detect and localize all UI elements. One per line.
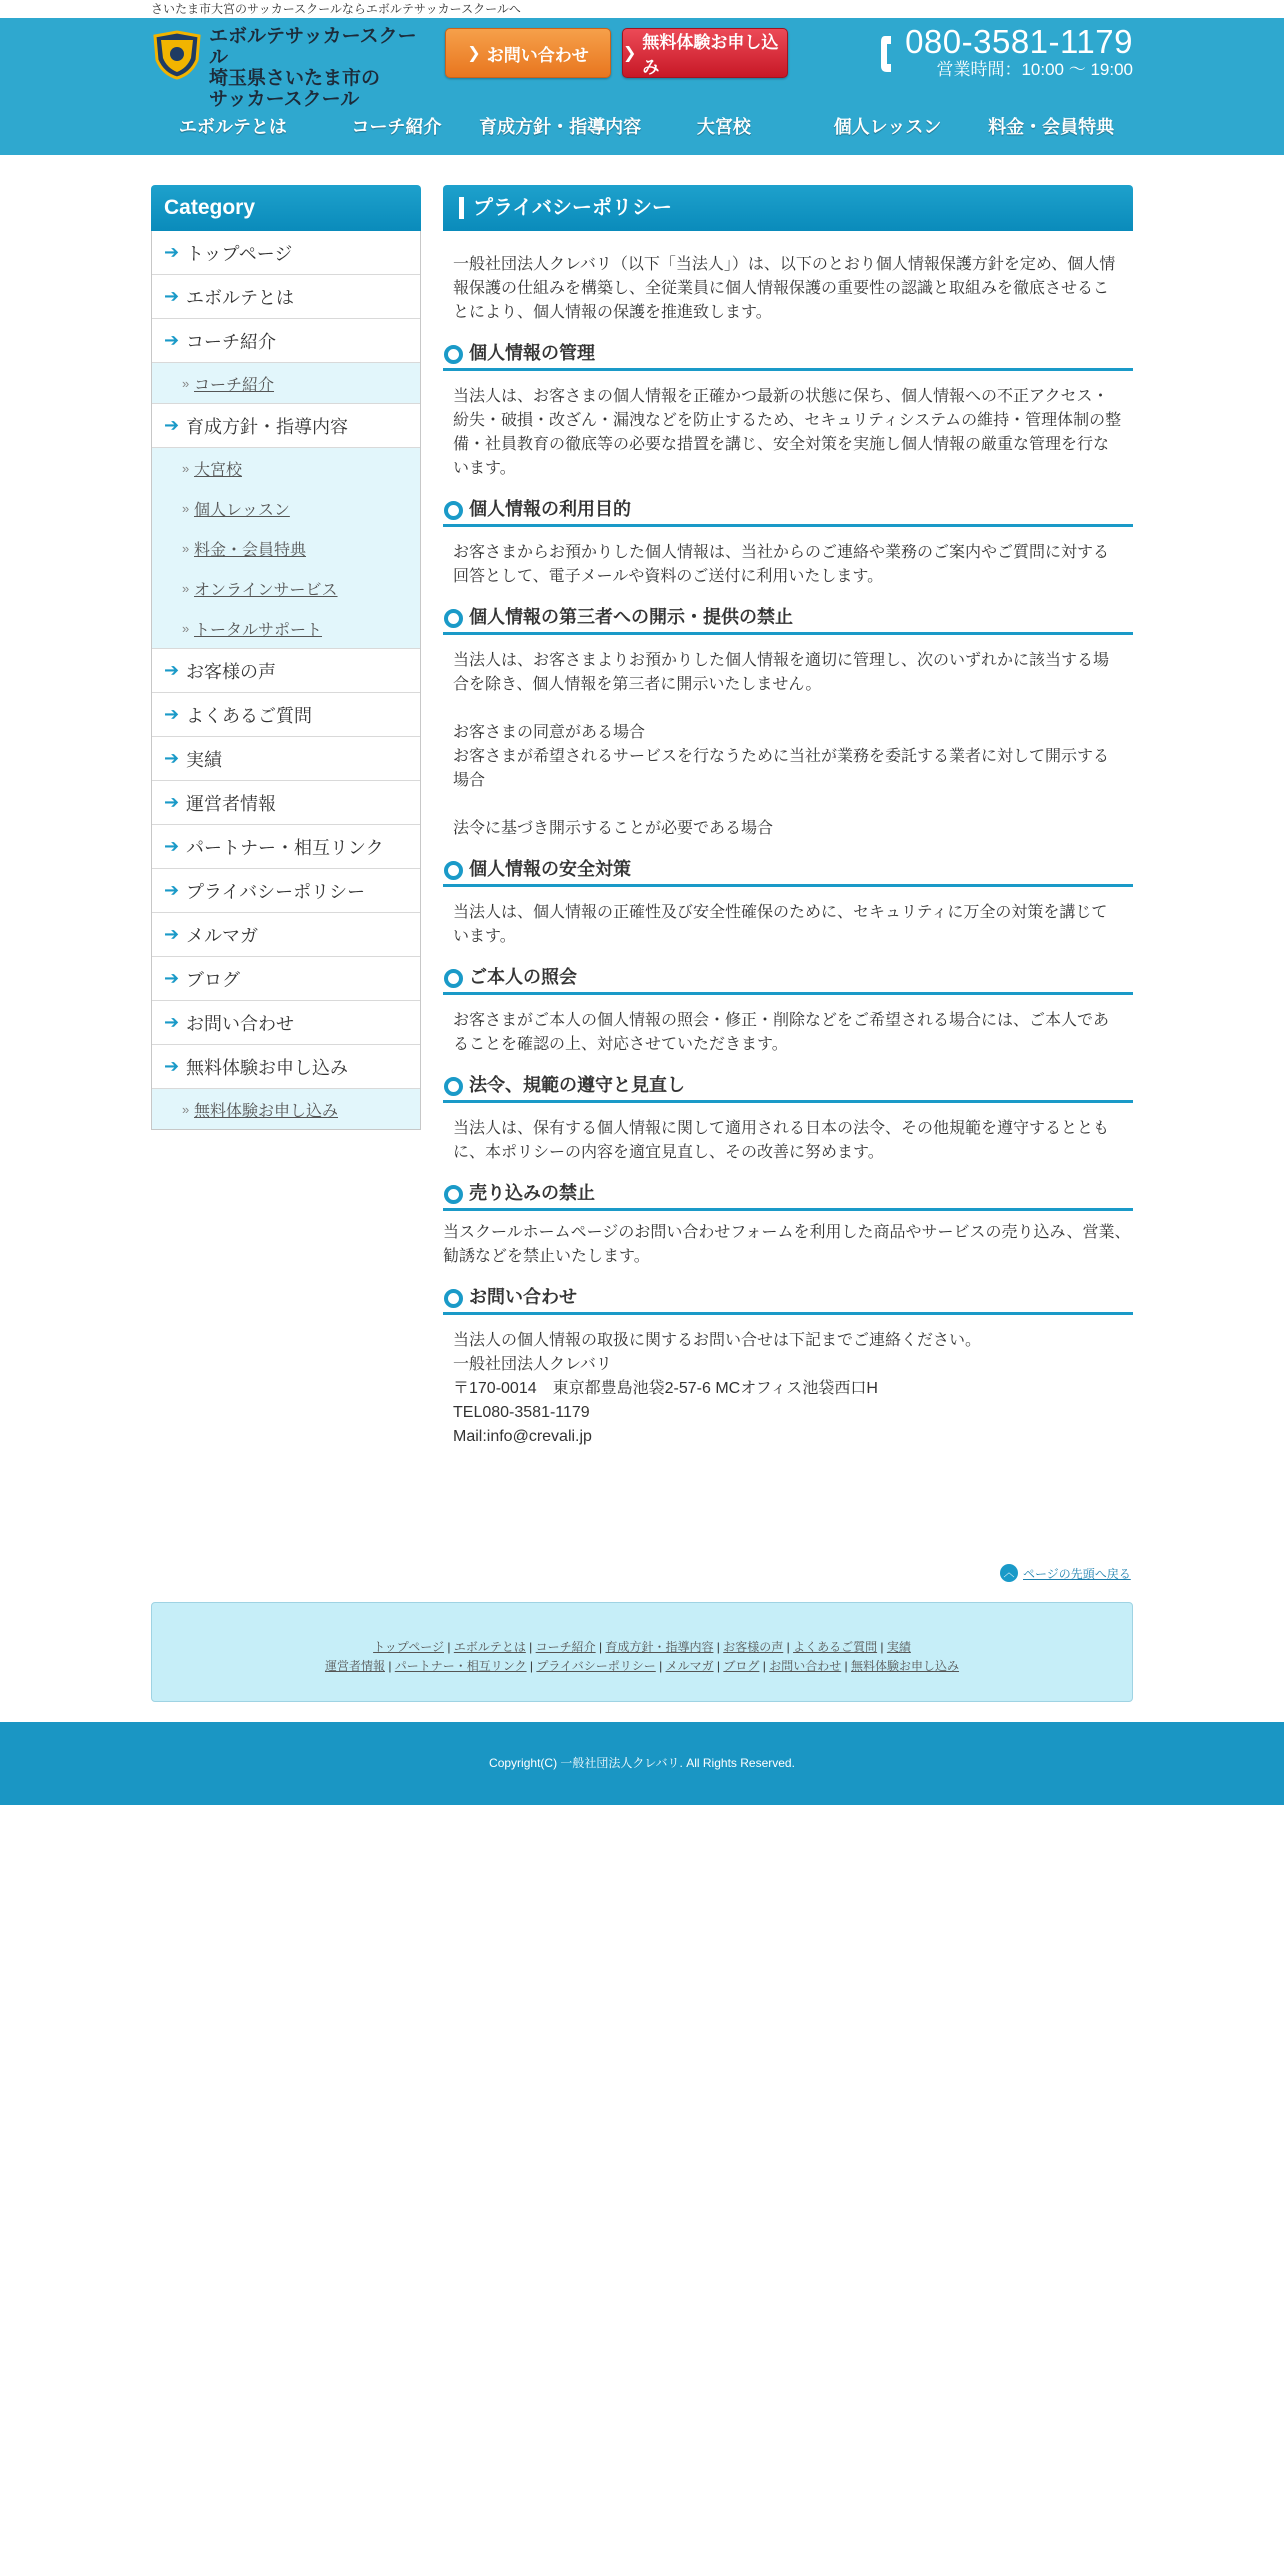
sidebar-subitem-online[interactable]	[152, 568, 420, 608]
logo-text	[209, 26, 431, 110]
nav-item-omiya[interactable]: 大宮校	[696, 117, 751, 137]
sidebar-item-label: コーチ紹介	[186, 331, 276, 352]
arrow-right-icon: ➔	[164, 968, 180, 988]
sidebar-sublink[interactable]: トータルサポート	[194, 621, 323, 639]
site-tagline: さいたま市大宮のサッカースクールならエボルテサッカースクールへ	[151, 2, 521, 16]
contact-button[interactable]	[445, 28, 611, 78]
arrow-right-icon: ➔	[164, 836, 180, 856]
sidebar-item-label: メルマガ	[186, 925, 258, 946]
sidebar-sublink[interactable]: 大宮校	[194, 461, 243, 479]
arrow-right-icon: ➔	[164, 1056, 180, 1076]
arrow-right-icon: ➔	[164, 286, 180, 306]
footer-link[interactable]: 無料体験お申し込み	[851, 1659, 960, 1673]
circle-bullet-icon	[444, 609, 463, 628]
footer-links-row: トップページ | エボルテとは | コーチ紹介 | 育成方針・指導内容 | お客様の声 | よくあるご質問 | 実績	[373, 1640, 911, 1654]
intro-text: 一般社団法人クレバリ（以下「当法人」）は、以下のとおり個人情報保護方針を定め、個人情報保護の仕組みを構築し、全従業員に個人情報保護の重要性の認識と取組みを徹底させることにより、個人情報の保護を推進致します。	[453, 256, 1116, 321]
footer-link[interactable]: 実績	[886, 1640, 911, 1654]
footer-link[interactable]: パートナー・相互リンク	[394, 1659, 527, 1673]
contact-org: 一般社団法人クレバリ	[453, 1356, 612, 1373]
sidebar-item-top[interactable]	[152, 231, 420, 275]
arrow-right-icon: ➔	[164, 330, 180, 350]
section-body: 当法人は、保有する個人情報に関して適用される日本の法令、その他規範を遵守するとともに、本ポリシーの内容を適宜見直し、その改善に努めます。	[453, 1120, 1110, 1161]
circle-bullet-icon	[444, 969, 463, 988]
sidebar-item-label: エボルテとは	[186, 287, 294, 308]
section-body: お客さまがご本人の個人情報の照会・修正・削除などをご希望される場合には、ご本人であることを確認の上、対応させていただきます。	[453, 1012, 1110, 1053]
nav-item-coach[interactable]: コーチ紹介	[351, 117, 442, 137]
section-body: お客さまからお預かりした個人情報は、当社からのご連絡や業務のご案内やご質問に対する回答として、電子メールや資料のご送付に利用いたします。	[453, 544, 1110, 585]
phone-number[interactable]: 080-3581-1179	[905, 23, 1133, 60]
logo-line-2: 埼玉県さいたま市の	[209, 67, 381, 89]
sidebar-item-results[interactable]	[152, 737, 420, 781]
footer-link[interactable]: お客様の声	[723, 1640, 784, 1654]
section-heading	[443, 855, 1133, 887]
nav-item-about[interactable]: エボルテとは	[178, 117, 287, 137]
circle-bullet-icon	[444, 501, 463, 520]
sidebar-item-label: お問い合わせ	[186, 1013, 294, 1034]
section-title: お問い合わせ	[469, 1287, 577, 1307]
sidebar-item-coach[interactable]	[152, 319, 420, 363]
footer-link[interactable]: トップページ	[373, 1640, 445, 1654]
sidebar-item-partner[interactable]	[152, 825, 420, 869]
contact-button-label: お問い合わせ	[486, 45, 589, 65]
sidebar-item-label: よくあるご質問	[186, 705, 312, 726]
section-title: ご本人の照会	[469, 967, 577, 987]
sidebar-subitem-omiya[interactable]	[152, 448, 420, 488]
section-body: 当スクールホームページのお問い合わせフォームを利用した商品やサービスの売り込み、営業、勧誘などを禁止いたします。	[443, 1224, 1131, 1265]
logo-line-3: サッカースクール	[209, 88, 360, 110]
sidebar-sublink[interactable]: 無料体験お申し込み	[194, 1102, 339, 1120]
sidebar-sublink[interactable]: オンラインサービス	[194, 581, 338, 599]
arrow-right-icon: ➔	[164, 792, 180, 812]
section-body: 当法人は、お客さまよりお預かりした個人情報を適切に管理し、次のいずれかに該当する場合を除き、個人情報を第三者に開示いたしません。	[453, 652, 1110, 693]
free-trial-button[interactable]	[622, 28, 788, 78]
sidebar-item-label: 育成方針・指導内容	[186, 416, 348, 437]
business-hours: 営業時間：10:00 〜 19:00	[936, 60, 1133, 79]
footer-links-row: 運営者情報 | パートナー・相互リンク | プライバシーポリシー | メルマガ | ブログ | お問い合わせ | 無料体験お申し込み	[324, 1659, 960, 1673]
section-title: 個人情報の第三者への開示・提供の禁止	[469, 607, 793, 627]
contact-tel: TEL080-3581-1179	[453, 1404, 590, 1421]
chevron-right-icon: ❯	[623, 45, 637, 62]
arrow-right-icon: ➔	[164, 1012, 180, 1032]
footer-link[interactable]: ブログ	[723, 1659, 760, 1673]
sidebar-subitem-coach[interactable]	[152, 363, 420, 403]
arrow-right-icon: ➔	[164, 415, 180, 435]
footer-link[interactable]: 運営者情報	[324, 1659, 385, 1673]
main-content	[443, 185, 1133, 1449]
chevron-up-icon: ︿	[1000, 1564, 1018, 1582]
sidebar-sublink[interactable]: 料金・会員特典	[194, 541, 307, 559]
sidebar-list	[151, 231, 421, 1130]
sidebar-sub-policy	[152, 448, 420, 649]
sidebar-item-contact[interactable]	[152, 1001, 420, 1045]
bullet-icon: »	[182, 460, 190, 476]
circle-bullet-icon	[444, 861, 463, 880]
arrow-right-icon: ➔	[164, 660, 180, 680]
bullet-icon: »	[182, 500, 190, 516]
sidebar-subitem-price[interactable]	[152, 528, 420, 568]
section-title: 個人情報の利用目的	[469, 499, 631, 519]
site-header	[0, 18, 1284, 155]
bullet-icon: »	[182, 1101, 190, 1117]
sidebar-item-label: トップページ	[186, 243, 293, 264]
sidebar-item-policy[interactable]	[152, 404, 420, 448]
nav-item-lesson[interactable]: 個人レッスン	[833, 117, 942, 137]
sidebar-title: Category	[151, 185, 421, 231]
sidebar-item-label: お客様の声	[186, 661, 276, 682]
sidebar-sub-trial	[152, 1089, 420, 1129]
sidebar-sublink[interactable]: コーチ紹介	[194, 376, 275, 394]
bullet-icon: »	[182, 620, 190, 636]
sidebar-sublink[interactable]: 個人レッスン	[194, 501, 290, 519]
nav-item-policy[interactable]: 育成方針・指導内容	[479, 117, 642, 137]
section-heading	[443, 1179, 1133, 1211]
sidebar-item-label: 実績	[186, 749, 222, 770]
footer-link[interactable]: メルマガ	[665, 1659, 714, 1673]
sidebar-item-label: ブログ	[186, 969, 240, 990]
section-heading	[443, 495, 1133, 527]
arrow-right-icon: ➔	[164, 748, 180, 768]
sidebar-item-trial[interactable]	[152, 1045, 420, 1089]
section-title: 法令、規範の遵守と見直し	[469, 1075, 685, 1095]
footer-link[interactable]: お問い合わせ	[769, 1659, 842, 1673]
sidebar-item-mailmag[interactable]	[152, 913, 420, 957]
phone-icon	[879, 34, 899, 74]
copyright-text: Copyright(C) 一般社団法人クレバリ. All Rights Reserved.	[489, 1756, 795, 1770]
chevron-right-icon: ❯	[467, 45, 481, 62]
sidebar-item-voice[interactable]	[152, 649, 420, 693]
sidebar-item-privacy[interactable]	[152, 869, 420, 913]
arrow-right-icon: ➔	[164, 242, 180, 262]
footer-link[interactable]: よくあるご質問	[793, 1640, 878, 1654]
footer-links	[151, 1602, 1133, 1702]
section-body: 当法人は、個人情報の正確性及び安全性確保のために、セキュリティに万全の対策を講じています。	[453, 904, 1108, 945]
footer-link[interactable]: プライバシーポリシー	[536, 1659, 656, 1673]
free-trial-button-label: 無料体験お申し込み	[642, 33, 779, 77]
section-heading	[443, 1283, 1133, 1315]
sidebar-subitem-support[interactable]	[152, 608, 420, 648]
section-heading	[443, 339, 1133, 371]
section-case: 法令に基づき開示することが必要である場合	[453, 820, 774, 837]
contact-line: 当法人の個人情報の取扱に関するお問い合せは下記までご連絡ください。	[453, 1332, 982, 1349]
sidebar-sub-coach	[152, 363, 420, 404]
footer-link[interactable]: コーチ紹介	[535, 1640, 596, 1654]
sidebar-item-about[interactable]	[152, 275, 420, 319]
site-logo[interactable]	[151, 25, 431, 110]
page-top-link[interactable]	[1000, 1562, 1133, 1584]
section-heading	[443, 963, 1133, 995]
circle-bullet-icon	[444, 1077, 463, 1096]
sidebar-subitem-lesson[interactable]	[152, 488, 420, 528]
section-heading	[443, 603, 1133, 635]
circle-bullet-icon	[444, 345, 463, 364]
sidebar-item-blog[interactable]	[152, 957, 420, 1001]
bullet-icon: »	[182, 580, 190, 596]
page-top-link-label[interactable]: ページの先頭へ戻る	[1023, 1566, 1131, 1581]
section-title: 個人情報の安全対策	[469, 859, 631, 879]
sidebar-item-label: パートナー・相互リンク	[186, 837, 384, 858]
bullet-icon: »	[182, 375, 190, 391]
arrow-right-icon: ➔	[164, 880, 180, 900]
section-case: お客さまの同意がある場合	[453, 724, 646, 741]
sidebar-item-faq[interactable]	[152, 693, 420, 737]
nav-item-price[interactable]: 料金・会員特典	[988, 117, 1115, 137]
shield-logo-icon	[151, 30, 203, 80]
circle-bullet-icon	[444, 1289, 463, 1308]
sidebar	[151, 185, 421, 1130]
section-heading	[443, 1071, 1133, 1103]
page-title: プライバシーポリシー	[443, 185, 1133, 231]
sidebar-item-label: 無料体験お申し込み	[186, 1057, 348, 1078]
circle-bullet-icon	[444, 1185, 463, 1204]
sidebar-subitem-trial[interactable]	[152, 1089, 420, 1129]
footer-link[interactable]: 育成方針・指導内容	[605, 1640, 714, 1654]
sidebar-item-label: プライバシーポリシー	[186, 881, 366, 902]
global-nav	[151, 100, 1133, 154]
site-footer	[0, 1722, 1284, 1805]
bullet-icon: »	[182, 540, 190, 556]
contact-mail: Mail:info@crevali.jp	[453, 1428, 592, 1445]
arrow-right-icon: ➔	[164, 924, 180, 944]
sidebar-item-operator[interactable]	[152, 781, 420, 825]
arrow-right-icon: ➔	[164, 704, 180, 724]
section-title: 売り込みの禁止	[469, 1183, 595, 1203]
footer-link[interactable]: エボルテとは	[453, 1640, 526, 1654]
section-case: お客さまが希望されるサービスを行なうために当社が業務を委託する業者に対して開示する場合	[453, 748, 1110, 789]
logo-line-1: エボルテサッカースクール	[209, 25, 417, 68]
section-title: 個人情報の管理	[469, 343, 595, 363]
section-body: 当法人は、お客さまの個人情報を正確かつ最新の状態に保ち、個人情報への不正アクセス・紛失・破損・改ざん・漏洩などを防止するため、セキュリティシステムの維持・管理体制の整備・社員教育の徹底等の必要な措置を講じ、安全対策を実施し個人情報の厳重な管理を行ないます。	[453, 388, 1122, 477]
sidebar-item-label: 運営者情報	[186, 793, 276, 814]
contact-address: 〒170-0014 東京都豊島池袋2-57-6 MCオフィス池袋西口H	[453, 1380, 878, 1397]
